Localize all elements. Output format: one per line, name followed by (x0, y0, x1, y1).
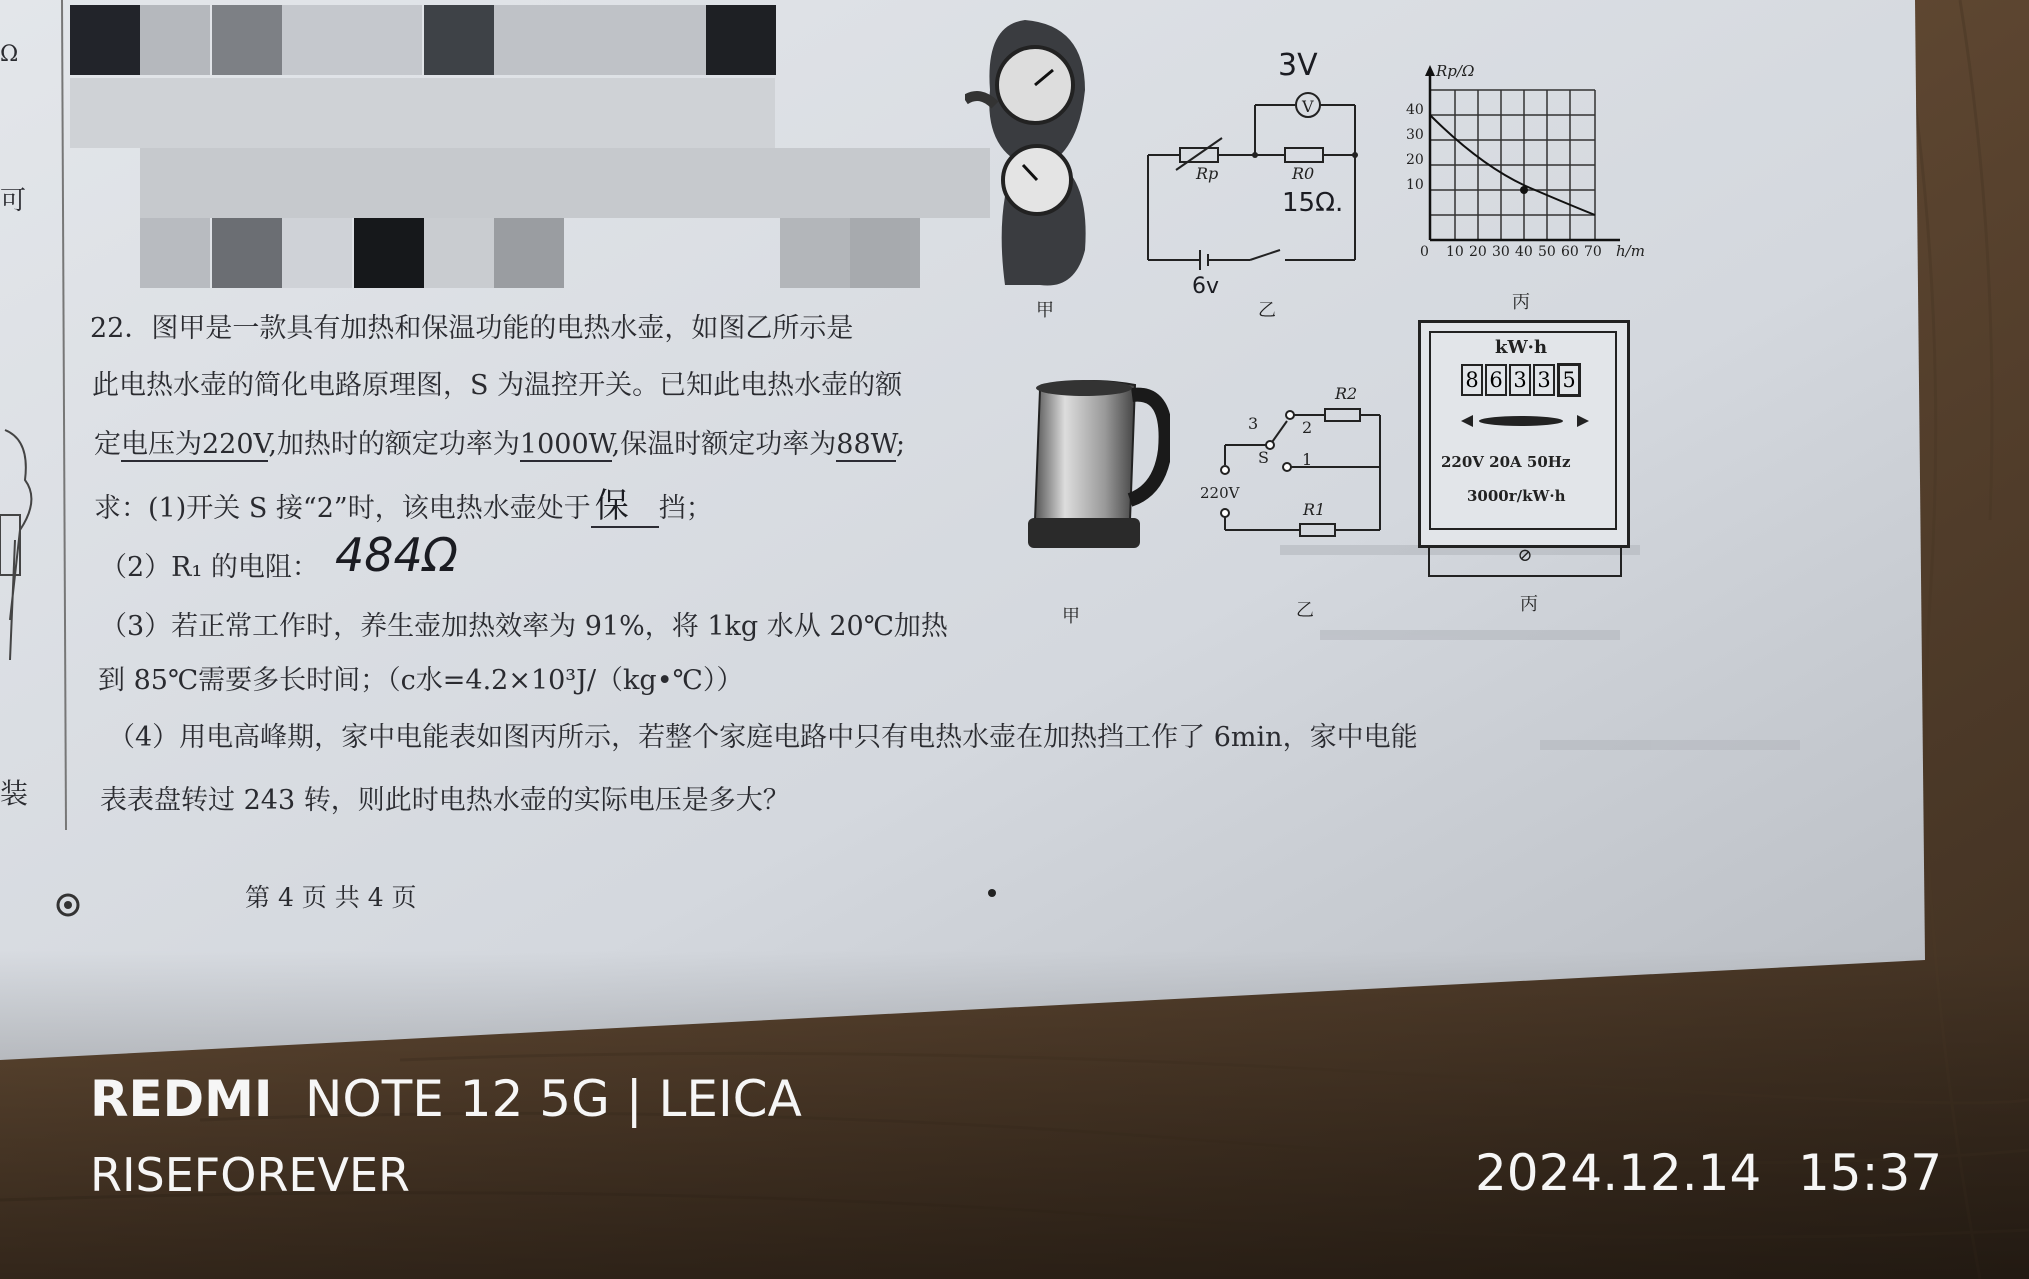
handwritten-answer-2: 484Ω (335, 528, 458, 582)
x-tick-0: 0 (1420, 244, 1429, 260)
top-label-yi: 乙 (1258, 300, 1276, 321)
handwritten-r0-value: 15Ω. (1282, 188, 1344, 218)
terminal-2: 2 (1302, 418, 1313, 437)
x-tick-10: 10 (1446, 244, 1464, 260)
x-tick-70: 70 (1584, 244, 1602, 260)
watermark-user: RISEFOREVER (90, 1148, 410, 1202)
margin-fragment-ke: 可 (0, 186, 27, 216)
handwritten-6v: 6v (1192, 274, 1220, 299)
x-tick-40: 40 (1515, 244, 1533, 260)
meter-rate: 3000r/kW·h (1467, 487, 1566, 505)
voltmeter-symbol: V (1302, 97, 1314, 116)
r0-label: R0 (1292, 164, 1315, 183)
graph-x-label: h/m (1616, 242, 1645, 260)
kettle-circuit-figure (1195, 385, 1395, 545)
pressure-gauge-figure (965, 10, 1105, 310)
meter-knob-icon: ⊘ (1517, 545, 1533, 566)
problem-line-7: 到 85℃需要多长时间；（c水=4.2×10³J/（kg•℃）） (98, 665, 744, 696)
meter-digit-3: 3 (1509, 364, 1531, 396)
y-tick-40: 40 (1406, 102, 1424, 118)
problem-line-3: 定电压为220V,加热时的额定功率为1000W,保温时额定功率为88W; (94, 429, 906, 460)
y-tick-10: 10 (1406, 177, 1424, 193)
problem-line-4: 求：(1)开关 S 接“2”时，该电热水壶处于 保 挡； (94, 486, 713, 526)
rp-label: Rp (1196, 164, 1219, 183)
graph-y-label: Rp/Ω (1436, 62, 1475, 80)
meter-digit-5: 5 (1557, 363, 1581, 397)
problem-line-1: 22．图甲是一款具有加热和保温功能的电热水壶，如图乙所示是 (90, 313, 854, 344)
x-tick-20: 20 (1469, 244, 1487, 260)
watermark-time: 15:37 (1798, 1144, 1943, 1202)
y-tick-20: 20 (1406, 152, 1424, 168)
meter-label-bing: 丙 (1520, 594, 1538, 615)
meter-disc-icon (1461, 411, 1591, 431)
margin-fragment-ohm: Ω (0, 42, 19, 67)
y-tick-30: 30 (1406, 127, 1424, 143)
top-label-bing: 丙 (1512, 292, 1530, 313)
underline-1000w: 1000W (519, 429, 612, 460)
problem-line-2: 此电热水壶的简化电路原理图，S 为温控开关。已知此电热水壶的额 (92, 370, 903, 401)
switch-s-label: S (1258, 448, 1269, 467)
meter-digits (1461, 363, 1583, 397)
terminal-3: 3 (1248, 414, 1259, 433)
watermark-brand: REDMI (90, 1070, 273, 1128)
x-tick-30: 30 (1492, 244, 1510, 260)
meter-specs: 220V 20A 50Hz (1441, 453, 1571, 471)
terminal-1: 1 (1302, 450, 1313, 469)
handwritten-answer-1: 保 (591, 486, 659, 528)
watermark-date: 2024.12.14 (1475, 1144, 1762, 1202)
energy-meter (1418, 320, 1630, 548)
margin-figure-fragment (0, 420, 50, 670)
problem-line-9: 表表盘转过 243 转，则此时电热水壶的实际电压是多大？ (100, 785, 790, 816)
kettle-figure (1020, 370, 1170, 560)
meter-digit-4: 3 (1533, 364, 1555, 396)
problem-line-5: （2）R₁ 的电阻： (100, 552, 319, 583)
rp-height-graph (1405, 60, 1675, 270)
kettle-label-jia: 甲 (1062, 606, 1080, 627)
kettle-label-yi: 乙 (1296, 600, 1314, 621)
handwritten-3v: 3V (1278, 48, 1318, 83)
underline-88w: 88W (836, 429, 897, 460)
margin-fragment-zhuang: 装 (0, 777, 29, 810)
r1-label: R1 (1303, 500, 1326, 519)
supply-220v-label: 220V (1200, 484, 1240, 502)
problem-line-6: （3）若正常工作时，养生壶加热效率为 91%，将 1kg 水从 20℃加热 (100, 611, 948, 642)
page-footer: 第 4 页 共 4 页 (245, 883, 417, 912)
top-label-jia: 甲 (1036, 300, 1054, 321)
meter-digit-2: 6 (1485, 364, 1507, 396)
watermark-model: NOTE 12 5G | LEICA (305, 1070, 802, 1128)
underline-220v: 电压为220V (121, 429, 269, 460)
x-tick-60: 60 (1561, 244, 1579, 260)
meter-unit: kW·h (1495, 337, 1548, 358)
top-circuit-figure (1140, 70, 1370, 270)
meter-digit-1: 8 (1461, 364, 1483, 396)
x-tick-50: 50 (1538, 244, 1556, 260)
meter-base (1428, 545, 1622, 577)
r2-label: R2 (1335, 384, 1358, 403)
problem-line-8: （4）用电高峰期，家中电能表如图丙所示，若整个家庭电路中只有电热水壶在加热挡工作了 6min，家中电能 (108, 722, 1418, 753)
